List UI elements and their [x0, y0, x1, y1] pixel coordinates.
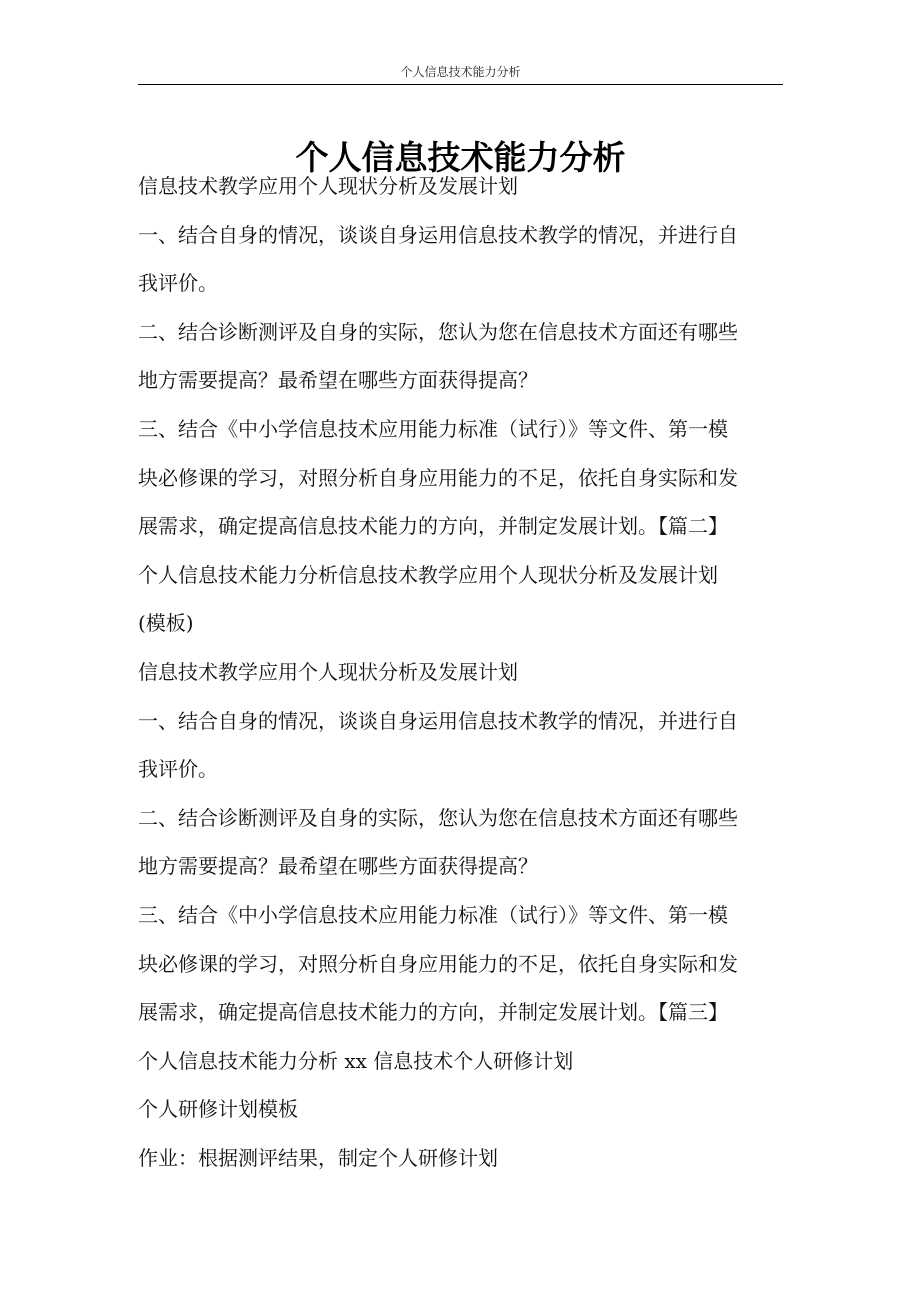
text-line: 一、结合自身的情况，谈谈自身运用信息技术教学的情况，并进行自 [138, 708, 738, 733]
text-line: 地方需要提高？最希望在哪些方面获得提高？ [138, 854, 538, 879]
text-line: 块必修课的学习，对照分析自身应用能力的不足，依托自身实际和发 [138, 951, 738, 976]
text-line: 信息技术教学应用个人现状分析及发展计划 [138, 659, 518, 684]
text-line: 二、结合诊断测评及自身的实际，您认为您在信息技术方面还有哪些 [138, 319, 738, 344]
text-line: 展需求，确定提高信息技术能力的方向，并制定发展计划。【篇三】 [138, 1000, 728, 1025]
text-line: 个人研修计划模板 [138, 1097, 298, 1122]
document-body [138, 162, 786, 1182]
text-line: 地方需要提高？最希望在哪些方面获得提高？ [138, 368, 538, 393]
text-line: 三、结合《中小学信息技术应用能力标准（试行）》等文件、第一模 [138, 416, 728, 441]
text-line: 三、结合《中小学信息技术应用能力标准（试行）》等文件、第一模 [138, 902, 728, 927]
running-header: 个人信息技术能力分析 [400, 65, 521, 79]
text-line: 我评价。 [138, 271, 218, 296]
text-line: 二、结合诊断测评及自身的实际，您认为您在信息技术方面还有哪些 [138, 805, 738, 830]
text-line: 作业：根据测评结果，制定个人研修计划 [138, 1145, 498, 1170]
text-line: 一、结合自身的情况，谈谈自身运用信息技术教学的情况，并进行自 [138, 222, 738, 247]
text-line: 展需求，确定提高信息技术能力的方向，并制定发展计划。【篇二】 [138, 514, 728, 539]
text-line: (模板) [138, 611, 194, 636]
text-line: 信息技术教学应用个人现状分析及发展计划 [138, 174, 518, 198]
text-line: 个人信息技术能力分析 xx 信息技术个人研修计划 [138, 1048, 574, 1073]
text-line: 个人信息技术能力分析信息技术教学应用个人现状分析及发展计划 [138, 562, 718, 587]
header-divider [138, 84, 783, 85]
document-title: 个人信息技术能力分析 [295, 138, 626, 178]
text-line: 块必修课的学习，对照分析自身应用能力的不足，依托自身实际和发 [138, 465, 738, 490]
text-line: 我评价。 [138, 757, 218, 782]
